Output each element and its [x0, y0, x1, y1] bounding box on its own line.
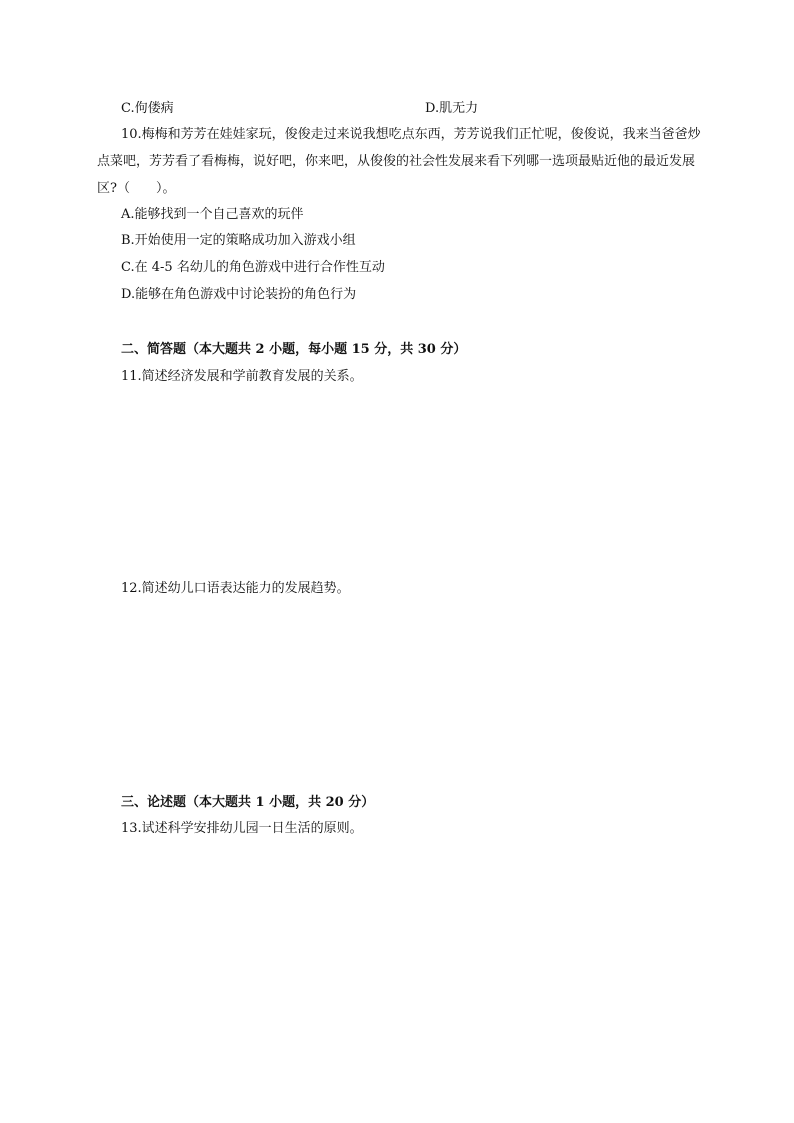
q10-stem: 10.梅梅和芳芳在娃娃家玩，俊俊走过来说我想吃点东西，芳芳说我们正忙呢，俊俊说，我来当爸爸炒点菜吧，芳芳看了看梅梅，说好吧，你来吧，从俊俊的社会性发展来看下列哪一选项最贴近他的最近发展区?（ ）。 [97, 127, 701, 196]
q9-option-c: C.佝偻病 [121, 101, 174, 116]
question-11: 11.简述经济发展和学前教育发展的关系。 [121, 369, 363, 384]
q10-option-a: A.能够找到一个自己喜欢的玩伴 [121, 207, 304, 222]
section-2-heading: 二、简答题（本大题共 2 小题，每小题 15 分，共 30 分） [121, 342, 467, 357]
q10-option-d: D.能够在角色游戏中讨论装扮的角色行为 [121, 287, 357, 302]
question-13: 13.试述科学安排幼儿园一日生活的原则。 [121, 821, 363, 836]
question-12: 12.简述幼儿口语表达能力的发展趋势。 [121, 581, 350, 596]
section-3-heading: 三、论述题（本大题共 1 小题，共 20 分） [121, 795, 375, 810]
q9-option-d: D.肌无力 [425, 101, 479, 116]
q10-option-b: B.开始使用一定的策略成功加入游戏小组 [121, 233, 356, 248]
q10-option-c: C.在 4-5 名幼儿的角色游戏中进行合作性互动 [121, 260, 385, 275]
